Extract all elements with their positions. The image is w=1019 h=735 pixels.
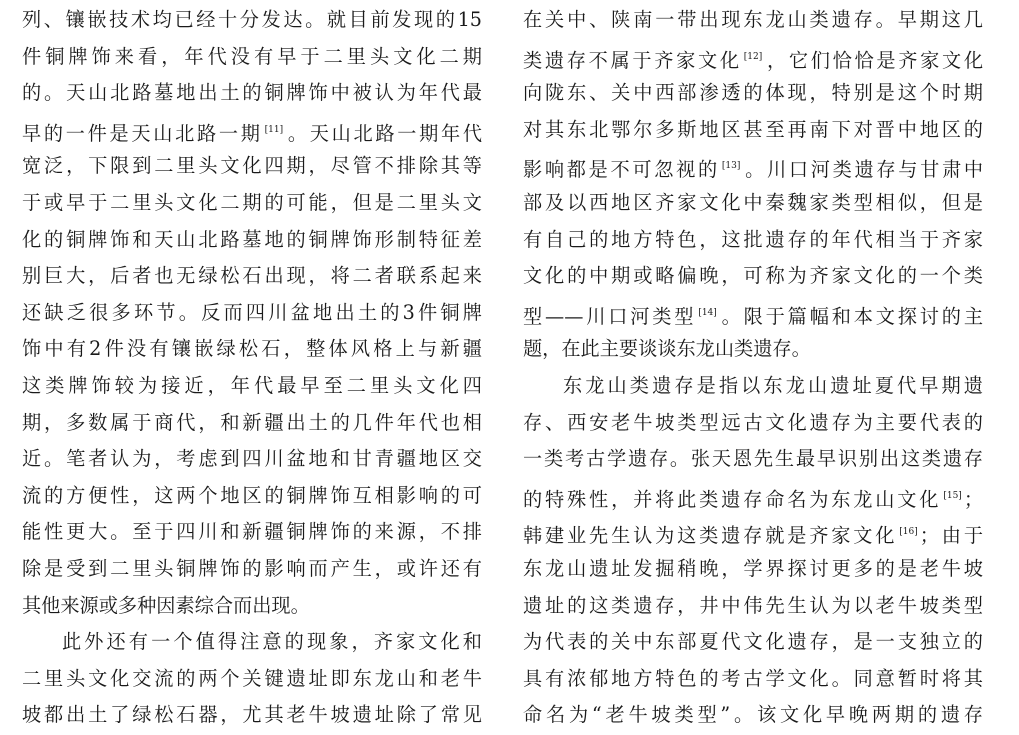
text-line bbox=[523, 624, 983, 660]
line-text-continued: ； bbox=[963, 487, 983, 511]
line-text: 别巨大，后者也无绿松石出现，将二者联系起来 bbox=[22, 264, 482, 288]
line-text: 近。笔者认为，考虑到四川盆地和甘青疆地区交 bbox=[22, 447, 482, 471]
text-line bbox=[523, 588, 983, 624]
line-text-continued: 。川口河类遗存与甘肃中 bbox=[742, 158, 984, 182]
text-line bbox=[523, 258, 983, 294]
text-line bbox=[22, 258, 482, 294]
citation-reference: [14] bbox=[698, 307, 717, 318]
line-text: 其他来源或多种因素综合而出现。 bbox=[22, 593, 310, 617]
line-text: 的。天山北路墓地出土的铜牌饰中被认为年代最 bbox=[22, 81, 482, 105]
line-text-continued: 。天山北路一期年代 bbox=[285, 121, 483, 145]
line-text: 坡都出土了绿松石器，尤其老牛坡遗址除了常见 bbox=[22, 703, 482, 727]
line-text: 二里头文化交流的两个关键遗址即东龙山和老牛 bbox=[22, 666, 482, 690]
line-text: 饰中有2件没有镶嵌绿松石，整体风格上与新疆 bbox=[22, 337, 482, 361]
text-line bbox=[22, 478, 482, 514]
text-line bbox=[22, 441, 482, 477]
line-text: 能性更大。至于四川和新疆铜牌饰的来源，不排 bbox=[22, 520, 482, 544]
text-line bbox=[22, 514, 482, 550]
citation-reference: [12] bbox=[743, 51, 763, 62]
text-line bbox=[523, 478, 983, 514]
text-line bbox=[523, 405, 983, 441]
line-text: 类遗存不属于齐家文化 bbox=[523, 48, 742, 72]
line-text: 影响都是不可忽视的 bbox=[523, 158, 720, 182]
line-text-continued: ，它们恰恰是齐家文化 bbox=[764, 48, 984, 72]
text-line bbox=[523, 295, 983, 331]
text-line bbox=[22, 2, 482, 38]
text-line bbox=[22, 368, 482, 404]
line-text-continued: ；由于 bbox=[919, 524, 984, 548]
text-line bbox=[22, 112, 482, 148]
line-text: 这类牌饰较为接近，年代最早至二里头文化四 bbox=[22, 374, 482, 397]
line-text: 此外还有一个值得注意的现象，齐家文化和 bbox=[62, 630, 482, 654]
line-text: 为代表的关中东部夏代文化遗存，是一支独立的 bbox=[523, 630, 983, 654]
citation-reference: [11] bbox=[264, 124, 284, 135]
text-line bbox=[523, 222, 983, 258]
text-line bbox=[523, 697, 983, 733]
text-line bbox=[22, 405, 482, 441]
text-line bbox=[22, 148, 482, 184]
citation-reference: [15] bbox=[943, 490, 962, 501]
text-line bbox=[22, 39, 482, 75]
line-text: 流的方便性，这两个地区的铜牌饰互相影响的可 bbox=[22, 483, 482, 507]
line-text: 对其东北鄂尔多斯地区甚至再南下对晋中地区的 bbox=[523, 117, 983, 141]
text-line bbox=[523, 39, 983, 75]
text-line bbox=[22, 624, 482, 660]
text-line bbox=[523, 185, 983, 221]
text-line bbox=[523, 112, 983, 148]
line-text: 件铜牌饰来看，年代没有早于二里头文化二期 bbox=[22, 44, 482, 68]
text-line bbox=[22, 185, 482, 221]
citation-reference: [13] bbox=[721, 161, 741, 172]
line-text: 命名为“老牛坡类型”。该文化早晚两期的遗存 bbox=[523, 703, 983, 727]
citation-reference: [16] bbox=[899, 527, 918, 538]
line-text: 向陇东、关中西部渗透的体现，特别是这个时期 bbox=[523, 81, 983, 105]
text-line bbox=[22, 697, 482, 733]
line-text: 于或早于二里头文化二期的可能，但是二里头文 bbox=[22, 191, 482, 214]
text-line bbox=[523, 75, 983, 111]
text-line bbox=[523, 2, 983, 38]
line-text: 东龙山遗址发掘稍晚，学界探讨更多的是老牛坡 bbox=[523, 557, 983, 580]
line-text: 遗址的这类遗存，井中伟先生认为以老牛坡类型 bbox=[523, 593, 983, 617]
text-line bbox=[22, 295, 482, 331]
line-text: 的特殊性，并将此类遗存命名为东龙山文化 bbox=[523, 487, 942, 511]
line-text: 一类考古学遗存。张天恩先生最早识别出这类遗存 bbox=[523, 447, 983, 471]
line-text: 东龙山类遗存是指以东龙山遗址夏代早期遗 bbox=[563, 374, 983, 397]
line-text: 宽泛，下限到二里头文化四期，尽管不排除其等 bbox=[22, 154, 482, 178]
text-line bbox=[22, 75, 482, 111]
text-line bbox=[22, 222, 482, 258]
text-line bbox=[22, 331, 482, 367]
line-text: 部及以西地区齐家文化中秦魏家类型相似，但是 bbox=[523, 191, 983, 214]
text-line bbox=[523, 514, 983, 550]
line-text: 化的铜牌饰和天山北路墓地的铜牌饰形制特征差 bbox=[22, 227, 482, 251]
text-line bbox=[523, 368, 983, 404]
line-text: 文化的中期或略偏晚，可称为齐家文化的一个类 bbox=[523, 264, 983, 288]
line-text: 存、西安老牛坡类型远古文化遗存为主要代表的 bbox=[523, 410, 983, 434]
text-line bbox=[523, 331, 983, 367]
line-text: 具有浓郁地方特色的考古学文化。同意暂时将其 bbox=[523, 666, 983, 690]
text-line bbox=[22, 661, 482, 697]
line-text: 题，在此主要谈谈东龙山类遗存。 bbox=[523, 337, 811, 361]
text-line bbox=[523, 148, 983, 184]
line-text: 在关中、陕南一带出现东龙山类遗存。早期这几 bbox=[523, 8, 983, 31]
line-text: 还缺乏很多环节。反而四川盆地出土的3件铜牌 bbox=[22, 300, 482, 324]
line-text: 有自己的地方特色，这批遗存的年代相当于齐家 bbox=[523, 227, 983, 251]
text-line bbox=[22, 551, 482, 587]
line-text: 除是受到二里头铜牌饰的影响而产生，或许还有 bbox=[22, 557, 482, 580]
line-text: 型——川口河类型 bbox=[523, 304, 697, 328]
text-line bbox=[523, 551, 983, 587]
line-text: 期，多数属于商代，和新疆出土的几件年代也相 bbox=[22, 410, 482, 434]
text-line bbox=[22, 588, 482, 624]
text-line bbox=[523, 441, 983, 477]
line-text-continued: 。限于篇幅和本文探讨的主 bbox=[718, 304, 984, 328]
text-line bbox=[523, 661, 983, 697]
line-text: 韩建业先生认为这类遗存就是齐家文化 bbox=[523, 524, 898, 548]
line-text: 列、镶嵌技术均已经十分发达。就目前发现的15 bbox=[22, 8, 482, 31]
line-text: 早的一件是天山北路一期 bbox=[22, 121, 263, 145]
